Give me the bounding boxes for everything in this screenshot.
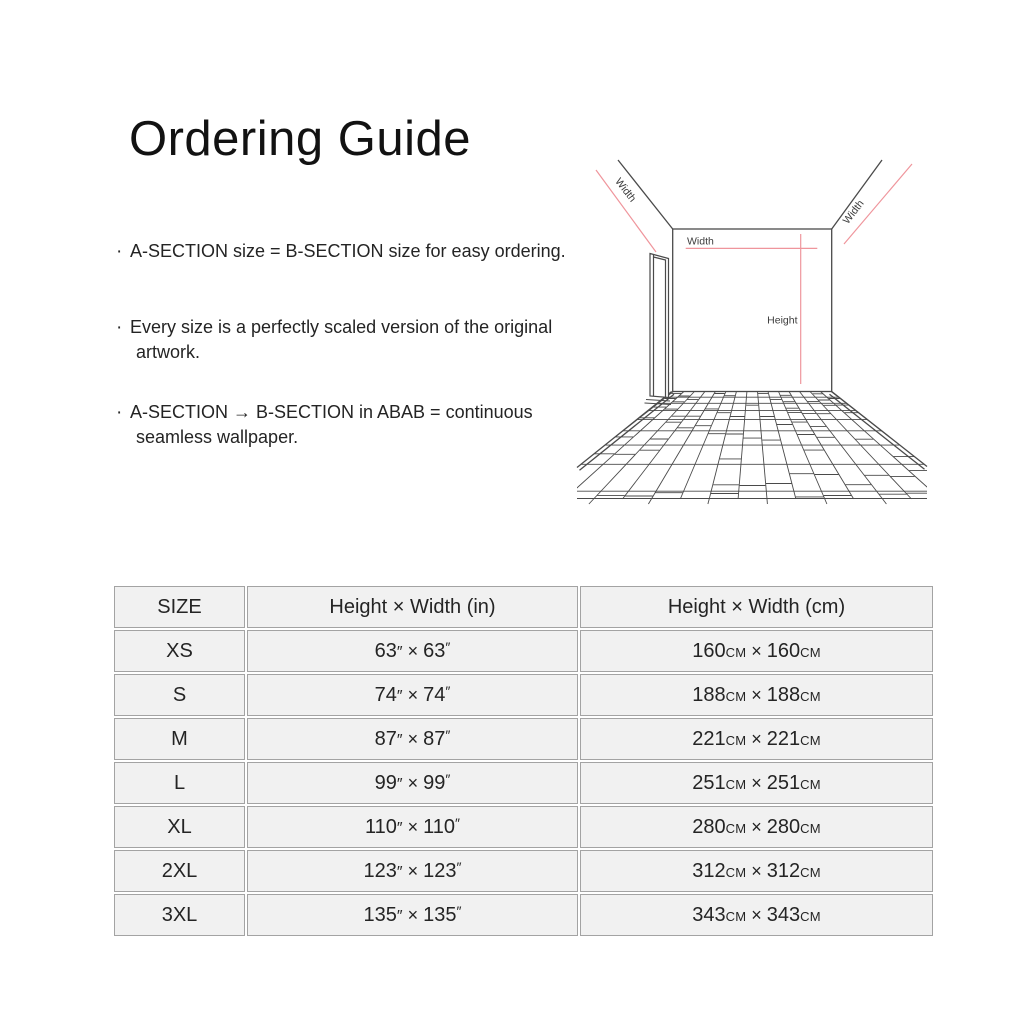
cm-cell: 221CM × 221CM	[580, 718, 933, 760]
column-header: Height × Width (cm)	[580, 586, 933, 628]
table-row	[114, 806, 933, 848]
inches-cell: 135″ × 135″	[247, 894, 578, 936]
cm-cell: 251CM × 251CM	[580, 762, 933, 804]
label-left-wall-width: Width	[612, 175, 639, 205]
table-row	[114, 850, 933, 892]
size-cell: 2XL	[114, 850, 245, 892]
column-header: Height × Width (in)	[247, 586, 578, 628]
bullet-marker: ·	[116, 402, 123, 423]
inches-cell: 99″ × 99″	[247, 762, 578, 804]
inches-cell: 74″ × 74″	[247, 674, 578, 716]
inches-cell: 87″ × 87″	[247, 718, 578, 760]
bullet-text: artwork.	[136, 342, 201, 362]
size-cell: XS	[114, 630, 245, 672]
table-row	[114, 718, 933, 760]
bullet-text: A-SECTION size = B-SECTION size for easy ordering.	[130, 241, 566, 261]
inches-cell: 110″ × 110″	[247, 806, 578, 848]
cm-cell: 160CM × 160CM	[580, 630, 933, 672]
table-row	[114, 630, 933, 672]
bullet-item	[116, 239, 566, 264]
bullet-text: A-SECTION → B-SECTION in ABAB = continuous	[130, 402, 533, 422]
bullet-marker: ·	[116, 317, 123, 338]
size-cell: XL	[114, 806, 245, 848]
floor-tile-lines	[575, 392, 945, 500]
inches-cell: 123″ × 123″	[247, 850, 578, 892]
cm-cell: 188CM × 188CM	[580, 674, 933, 716]
cm-cell: 280CM × 280CM	[580, 806, 933, 848]
size-table	[112, 584, 935, 938]
table-row	[114, 762, 933, 804]
size-cell: L	[114, 762, 245, 804]
bullet-marker: ·	[116, 241, 123, 262]
bullet-item	[116, 400, 533, 450]
table-row	[114, 674, 933, 716]
inches-cell: 63″ × 63″	[247, 630, 578, 672]
table-row	[114, 894, 933, 936]
cm-cell: 343CM × 343CM	[580, 894, 933, 936]
size-cell: M	[114, 718, 245, 760]
bullet-text: Every size is a perfectly scaled version of the original	[130, 317, 553, 337]
size-cell: S	[114, 674, 245, 716]
label-back-wall-width: Width	[687, 235, 714, 248]
door	[645, 254, 672, 405]
header-row	[114, 586, 933, 628]
bullet-text: seamless wallpaper.	[136, 427, 299, 447]
room-illustration	[575, 145, 945, 513]
label-right-wall-width: Width	[840, 197, 867, 227]
floor-edge-ticks	[589, 499, 887, 504]
column-header: SIZE	[114, 586, 245, 628]
cm-cell: 312CM × 312CM	[580, 850, 933, 892]
page-title: Ordering Guide	[129, 112, 472, 166]
room-outline	[577, 160, 927, 470]
bullet-item	[116, 315, 552, 365]
label-back-wall-height: Height	[767, 314, 798, 327]
size-cell: 3XL	[114, 894, 245, 936]
